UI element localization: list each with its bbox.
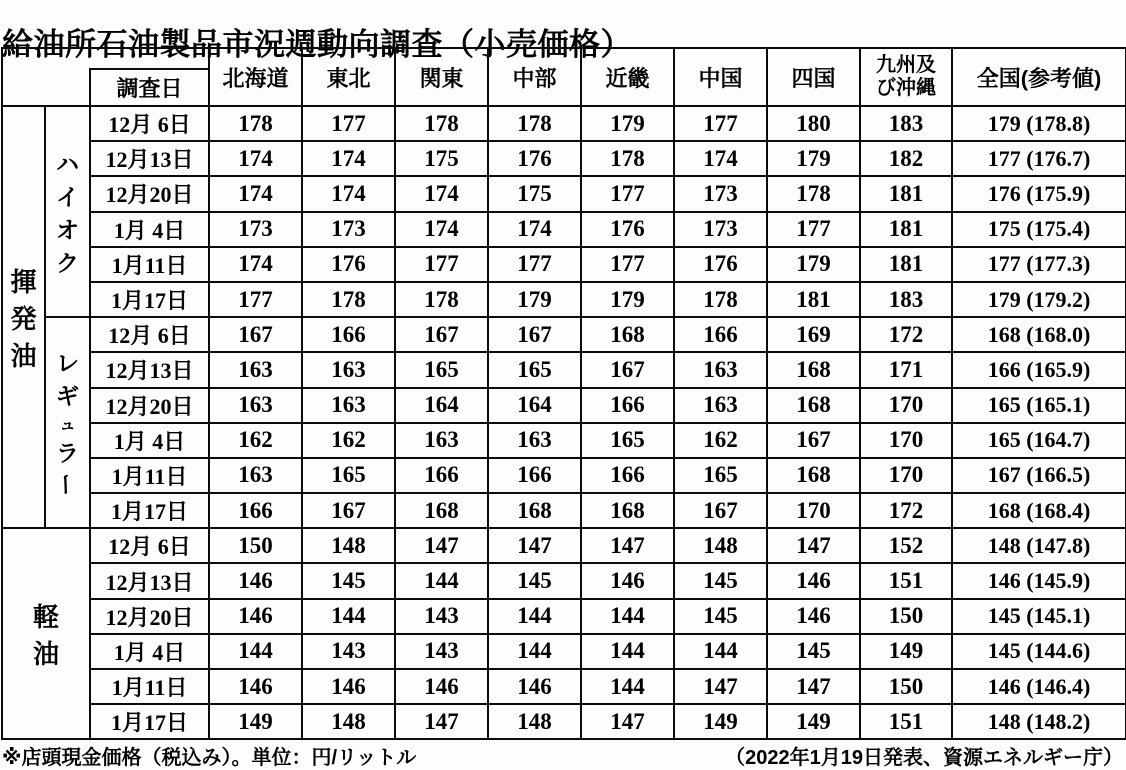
col-header-kyushu-okinawa: 九州及び沖縄 (860, 48, 952, 106)
price-cell: 163 (674, 388, 767, 423)
price-cell: 166 (395, 458, 488, 493)
price-cell: 146 (209, 599, 302, 634)
national-price-cell: 145 (145.1) (952, 599, 1126, 634)
price-cell: 175 (488, 176, 581, 211)
price-cell: 145 (767, 634, 860, 669)
price-cell: 162 (302, 423, 395, 458)
price-cell: 165 (488, 352, 581, 387)
fuel-category-label: 揮 発 油 (10, 266, 37, 371)
price-cell: 150 (209, 528, 302, 563)
national-price-cell: 175 (175.4) (952, 212, 1126, 247)
table-row (2, 669, 1126, 704)
survey-date-cell: 12月 6日 (90, 528, 209, 563)
price-cell: 178 (209, 106, 302, 141)
col-header-chubu: 中部 (488, 48, 581, 106)
price-cell: 167 (581, 352, 674, 387)
footnote-price-basis: ※店頭現金価格（税込み）。単位：円/リットル (2, 747, 417, 769)
survey-date-cell: 12月 6日 (90, 106, 209, 141)
price-cell: 174 (674, 141, 767, 176)
price-cell: 177 (581, 247, 674, 282)
national-price-cell: 168 (168.4) (952, 493, 1126, 528)
table-row (2, 247, 1126, 282)
survey-date-cell: 12月13日 (90, 563, 209, 598)
price-cell: 147 (767, 669, 860, 704)
price-cell: 177 (395, 247, 488, 282)
national-price-cell: 176 (175.9) (952, 176, 1126, 211)
survey-date-cell: 12月13日 (90, 352, 209, 387)
price-cell: 144 (395, 563, 488, 598)
price-cell: 144 (581, 669, 674, 704)
price-cell: 150 (860, 669, 952, 704)
table-row (2, 212, 1126, 247)
national-price-cell: 179 (179.2) (952, 282, 1126, 317)
price-cell: 144 (209, 634, 302, 669)
table-row (2, 458, 1126, 493)
price-cell: 146 (395, 669, 488, 704)
table-row (2, 141, 1126, 176)
survey-date-cell: 1月11日 (90, 669, 209, 704)
price-cell: 166 (581, 458, 674, 493)
price-cell: 165 (674, 458, 767, 493)
price-cell: 149 (860, 634, 952, 669)
table-row (2, 176, 1126, 211)
price-cell: 177 (674, 106, 767, 141)
price-cell: 174 (209, 176, 302, 211)
price-cell: 168 (767, 388, 860, 423)
price-cell: 148 (302, 704, 395, 739)
price-cell: 178 (395, 106, 488, 141)
price-cell: 146 (767, 599, 860, 634)
price-cell: 174 (395, 212, 488, 247)
price-cell: 178 (302, 282, 395, 317)
price-cell: 183 (860, 106, 952, 141)
price-cell: 168 (581, 493, 674, 528)
price-cell: 180 (767, 106, 860, 141)
price-cell: 174 (209, 141, 302, 176)
price-cell: 170 (860, 388, 952, 423)
price-cell: 182 (860, 141, 952, 176)
national-price-cell: 179 (178.8) (952, 106, 1126, 141)
col-header-kanto: 関東 (395, 48, 488, 106)
price-cell: 168 (395, 493, 488, 528)
price-cell: 144 (581, 634, 674, 669)
fuel-category-cell (2, 106, 45, 528)
fuel-subcategory-label: レ ギ ュ ラ ー (53, 349, 79, 496)
fuel-category-label: 軽 油 (32, 601, 59, 669)
price-cell: 151 (860, 563, 952, 598)
price-cell: 179 (581, 282, 674, 317)
fuel-subcategory-cell (45, 106, 90, 317)
price-cell: 173 (209, 212, 302, 247)
price-cell: 163 (302, 388, 395, 423)
survey-date-cell: 1月17日 (90, 704, 209, 739)
price-cell: 167 (767, 423, 860, 458)
price-cell: 167 (488, 317, 581, 352)
survey-date-cell: 1月17日 (90, 493, 209, 528)
price-cell: 163 (674, 352, 767, 387)
price-cell: 177 (767, 212, 860, 247)
footnote-source: （2022年1月19日発表、資源エネルギー庁） (725, 747, 1123, 769)
col-header-hokkaido: 北海道 (209, 48, 302, 106)
price-cell: 143 (302, 634, 395, 669)
price-cell: 145 (302, 563, 395, 598)
price-cell: 167 (302, 493, 395, 528)
survey-date-cell: 1月11日 (90, 247, 209, 282)
price-cell: 174 (209, 247, 302, 282)
table-row (2, 423, 1126, 458)
national-price-cell: 148 (147.8) (952, 528, 1126, 563)
price-cell: 179 (581, 106, 674, 141)
page-title: 給油所石油製品市況週動向調査（小売価格） (2, 26, 632, 62)
price-cell: 174 (395, 176, 488, 211)
price-cell: 171 (860, 352, 952, 387)
price-cell: 163 (209, 458, 302, 493)
price-cell: 148 (488, 704, 581, 739)
price-cell: 144 (302, 599, 395, 634)
national-price-cell: 145 (144.6) (952, 634, 1126, 669)
price-cell: 168 (767, 458, 860, 493)
price-cell: 162 (674, 423, 767, 458)
price-cell: 176 (488, 141, 581, 176)
price-cell: 183 (860, 282, 952, 317)
price-cell: 181 (767, 282, 860, 317)
price-cell: 174 (302, 141, 395, 176)
price-cell: 144 (581, 599, 674, 634)
price-cell: 163 (209, 352, 302, 387)
price-table (1, 47, 1126, 740)
price-cell: 143 (395, 634, 488, 669)
fuel-category-cell (2, 528, 90, 739)
price-cell: 151 (860, 704, 952, 739)
price-cell: 170 (860, 423, 952, 458)
price-cell: 148 (302, 528, 395, 563)
price-cell: 145 (674, 563, 767, 598)
price-cell: 181 (860, 212, 952, 247)
price-cell: 174 (488, 212, 581, 247)
col-header-shikoku: 四国 (767, 48, 860, 106)
price-cell: 147 (395, 528, 488, 563)
price-cell: 146 (581, 563, 674, 598)
price-cell: 145 (488, 563, 581, 598)
price-cell: 147 (674, 669, 767, 704)
price-cell: 147 (488, 528, 581, 563)
price-cell: 169 (767, 317, 860, 352)
price-cell: 147 (581, 528, 674, 563)
price-cell: 166 (209, 493, 302, 528)
price-cell: 173 (302, 212, 395, 247)
survey-date-cell: 12月20日 (90, 388, 209, 423)
price-cell: 167 (674, 493, 767, 528)
price-cell: 168 (767, 352, 860, 387)
price-cell: 146 (767, 563, 860, 598)
national-price-cell: 166 (165.9) (952, 352, 1126, 387)
price-cell: 149 (767, 704, 860, 739)
price-cell: 165 (395, 352, 488, 387)
national-price-cell: 168 (168.0) (952, 317, 1126, 352)
price-cell: 162 (209, 423, 302, 458)
price-cell: 174 (302, 176, 395, 211)
price-cell: 150 (860, 599, 952, 634)
price-cell: 149 (209, 704, 302, 739)
price-cell: 178 (581, 141, 674, 176)
price-cell: 163 (302, 352, 395, 387)
price-cell: 147 (581, 704, 674, 739)
survey-date-cell: 1月 4日 (90, 634, 209, 669)
table-row (2, 493, 1126, 528)
price-cell: 177 (209, 282, 302, 317)
national-price-cell: 165 (165.1) (952, 388, 1126, 423)
price-cell: 166 (488, 458, 581, 493)
survey-date-cell: 12月13日 (90, 141, 209, 176)
price-cell: 144 (488, 634, 581, 669)
price-cell: 175 (395, 141, 488, 176)
table-row (2, 563, 1126, 598)
table-row (2, 599, 1126, 634)
price-cell: 179 (767, 247, 860, 282)
price-cell: 167 (395, 317, 488, 352)
price-cell: 177 (302, 106, 395, 141)
price-cell: 166 (581, 388, 674, 423)
national-price-cell: 146 (145.9) (952, 563, 1126, 598)
col-header-kinki: 近畿 (581, 48, 674, 106)
survey-date-header: 調査日 (89, 68, 208, 105)
price-cell: 149 (674, 704, 767, 739)
national-price-cell: 177 (176.7) (952, 141, 1126, 176)
corner-cell (2, 48, 209, 106)
price-cell: 147 (395, 704, 488, 739)
table-row (2, 317, 1126, 352)
price-cell: 163 (488, 423, 581, 458)
price-cell: 166 (674, 317, 767, 352)
price-cell: 143 (395, 599, 488, 634)
survey-date-cell: 1月17日 (90, 282, 209, 317)
price-cell: 176 (674, 247, 767, 282)
price-cell: 146 (209, 669, 302, 704)
price-cell: 152 (860, 528, 952, 563)
header-row (2, 48, 1126, 106)
price-cell: 181 (860, 247, 952, 282)
survey-date-cell: 1月11日 (90, 458, 209, 493)
price-cell: 178 (767, 176, 860, 211)
price-cell: 167 (209, 317, 302, 352)
price-cell: 146 (209, 563, 302, 598)
price-cell: 165 (581, 423, 674, 458)
fuel-subcategory-label: ハ イ オ ク (56, 150, 79, 276)
survey-date-cell: 1月 4日 (90, 423, 209, 458)
price-cell: 163 (209, 388, 302, 423)
price-cell: 179 (767, 141, 860, 176)
national-price-cell: 146 (146.4) (952, 669, 1126, 704)
price-cell: 176 (302, 247, 395, 282)
price-cell: 165 (302, 458, 395, 493)
price-cell: 181 (860, 176, 952, 211)
price-cell: 168 (488, 493, 581, 528)
price-cell: 172 (860, 493, 952, 528)
table-row (2, 106, 1126, 141)
col-header-national: 全国(参考値) (952, 48, 1126, 106)
survey-date-cell: 12月 6日 (90, 317, 209, 352)
price-cell: 146 (488, 669, 581, 704)
col-header-tohoku: 東北 (302, 48, 395, 106)
table-row (2, 704, 1126, 739)
price-cell: 172 (860, 317, 952, 352)
table-row (2, 528, 1126, 563)
price-cell: 166 (302, 317, 395, 352)
table-row (2, 352, 1126, 387)
price-cell: 148 (674, 528, 767, 563)
price-cell: 170 (767, 493, 860, 528)
price-cell: 179 (488, 282, 581, 317)
price-cell: 164 (395, 388, 488, 423)
col-header-chugoku: 中国 (674, 48, 767, 106)
national-price-cell: 177 (177.3) (952, 247, 1126, 282)
table-row (2, 388, 1126, 423)
national-price-cell: 167 (166.5) (952, 458, 1126, 493)
price-cell: 178 (488, 106, 581, 141)
table-body (2, 106, 1126, 739)
table-row (2, 634, 1126, 669)
price-cell: 144 (674, 634, 767, 669)
fuel-subcategory-cell (45, 317, 90, 528)
price-cell: 164 (488, 388, 581, 423)
national-price-cell: 165 (164.7) (952, 423, 1126, 458)
national-price-cell: 148 (148.2) (952, 704, 1126, 739)
price-cell: 147 (767, 528, 860, 563)
table-row (2, 282, 1126, 317)
price-cell: 144 (488, 599, 581, 634)
price-cell: 146 (302, 669, 395, 704)
price-cell: 177 (581, 176, 674, 211)
price-cell: 173 (674, 176, 767, 211)
price-cell: 168 (581, 317, 674, 352)
price-cell: 178 (395, 282, 488, 317)
price-cell: 173 (674, 212, 767, 247)
price-cell: 176 (581, 212, 674, 247)
price-cell: 163 (395, 423, 488, 458)
price-cell: 170 (860, 458, 952, 493)
survey-date-cell: 1月 4日 (90, 212, 209, 247)
survey-date-cell: 12月20日 (90, 599, 209, 634)
survey-date-cell: 12月20日 (90, 176, 209, 211)
price-cell: 178 (674, 282, 767, 317)
price-cell: 145 (674, 599, 767, 634)
price-cell: 177 (488, 247, 581, 282)
